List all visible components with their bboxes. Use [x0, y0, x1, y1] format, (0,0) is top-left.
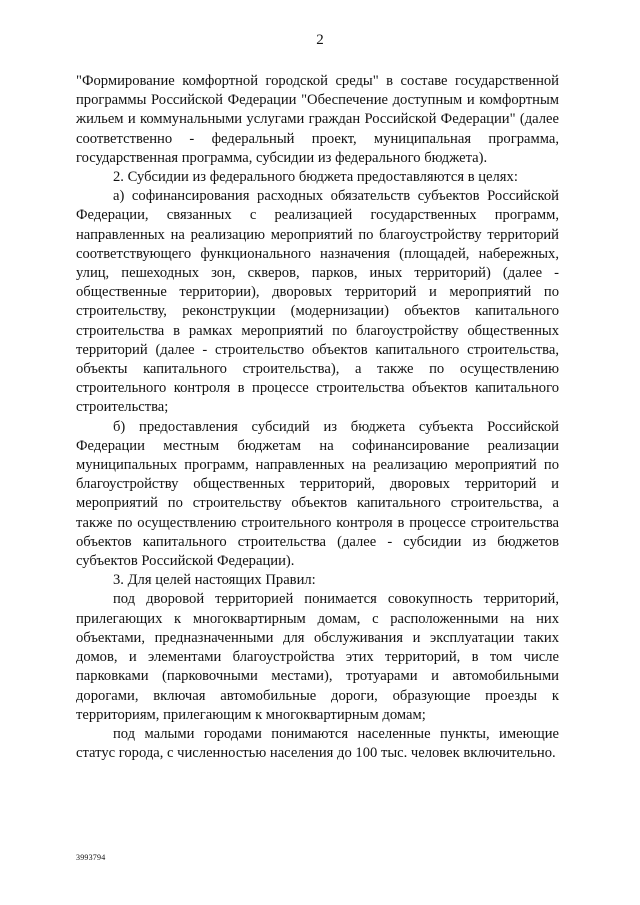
document-body — [76, 72, 559, 763]
paragraph-clause-2: 2. Субсидии из федерального бюджета предоставляются в целях: — [113, 169, 518, 186]
page-number: 2 — [316, 32, 324, 48]
document-id: 3993794 — [76, 853, 106, 862]
paragraph-small-towns-definition: под малыми городами понимаются населенные пункты, имеющие статус города, с численностью населения до 100 тыс. человек включительно. — [76, 725, 559, 762]
paragraph-clause-2a: а) софинансирования расходных обязательств субъектов Российской Федерации, связанных с реализацией государственных программ, направленных на реализацию мероприятий по благоустройству территорий соответствующего функционального назначения (площадей, набережных, улиц, пешеходных зон, скверов, парков, иных территорий) (далее - общественные территории), дворовых территорий и мероприятий по строительству, реконструкции (модернизации) объектов капитального строительства в рамках мероприятий по благоустройству общественных территорий (далее - строительство объектов капитального строительства, объекты капитального строительства), а также по осуществлению строительного контроля в процессе строительства объектов капитального строительства; — [76, 188, 559, 416]
paragraph-federal-project-continuation: "Формирование комфортной городской среды" в составе государственной программы Российской Федерации "Обеспечение доступным и комфортным жильем и коммунальными услугами граждан Российской Федерации" (далее соответственно - федеральный проект, муниципальная программа, государственная программа, субсидии из федерального бюджета). — [76, 73, 559, 166]
paragraph-clause-3: 3. Для целей настоящих Правил: — [113, 572, 316, 589]
paragraph-courtyard-definition: под дворовой территорией понимается совокупность территорий, прилегающих к многоквартирным домам, с расположенными на них объектами, предназначенными для обслуживания и эксплуатации таких домов, и элементами благоустройства этих территорий, в том числе парковками (парковочными местами), тротуарами и автомобильными дорогами, включая автомобильные дороги, образующие проезды к территориям, прилегающим к многоквартирным домам; — [76, 591, 559, 723]
paragraph-clause-2b: б) предоставления субсидий из бюджета субъекта Российской Федерации местным бюджетам на софинансирование реализации муниципальных программ, направленных на реализацию мероприятий по благоустройству общественных территорий, дворовых территорий и мероприятий по строительству объектов капитального строительства, а также по осуществлению строительного контроля в процессе строительства объектов капитального строительства (далее - субсидии из бюджетов субъектов Российской Федерации). — [76, 418, 559, 570]
